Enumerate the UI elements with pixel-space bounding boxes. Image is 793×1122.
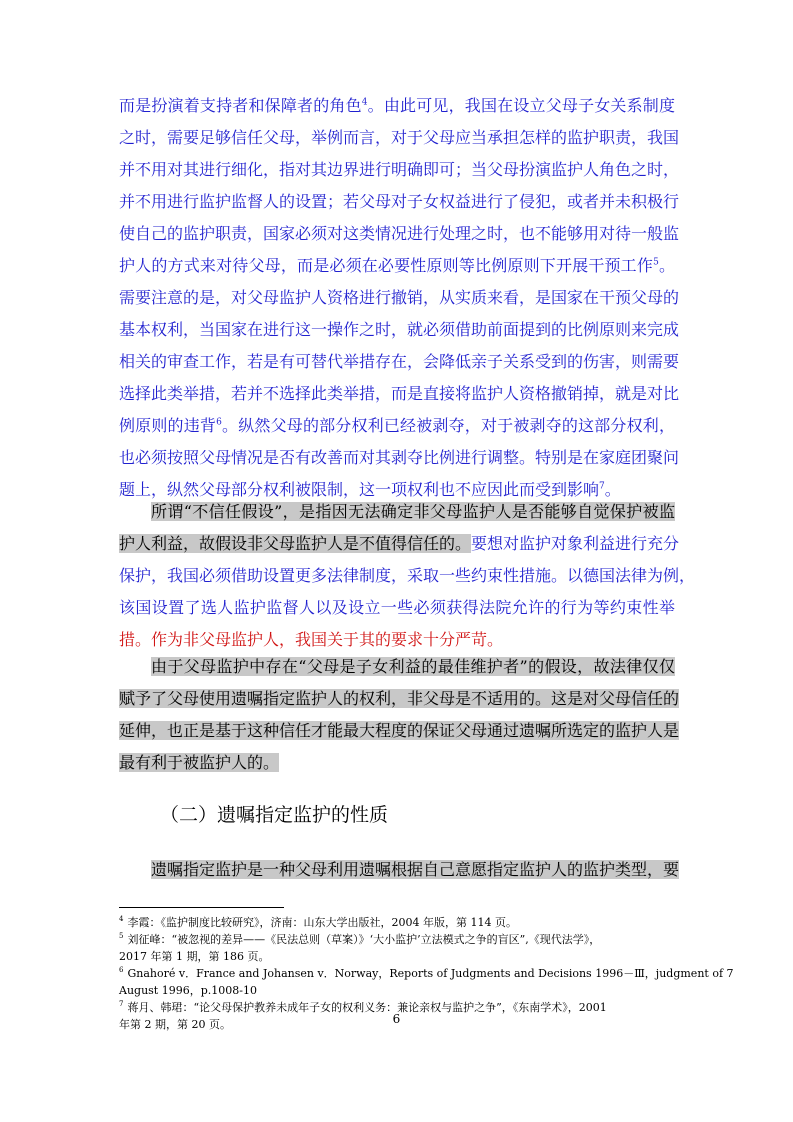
paragraph-1-line: 之时，需要足够信任父母，举例而言，对于父母应当承担怎样的监护职责，我国 (119, 128, 680, 147)
section-heading: （二）遗嘱指定监护的性质 (160, 804, 389, 826)
footnote-ref-6: 6 (216, 417, 222, 428)
paragraph-1-line: 而是扮演着支持者和保障者的角色$^4$。由此可见，我国在设立父母子女关系制度 (119, 96, 675, 115)
paragraph-2-line: 措。作为非父母监护人，我国关于其的要求十分严苛。 (119, 630, 504, 649)
footnote-ref-4: 4 (361, 97, 368, 108)
paragraph-1-line: 也必须按照父母情况是否有改善而对其剥夺比例进行调整。特别是在家庭团聚问 (119, 448, 680, 467)
paragraph-2-line: 保护，我国必须借助设置更多法律制度，采取一些约束性措施。以德国法律为例， (119, 566, 696, 585)
paragraph-1 (119, 90, 680, 506)
paragraph-1-line: 选择此类举措，若并不选择此类举措，而是直接将监护人资格撤销掉，就是对比 (119, 384, 680, 403)
footnote-7: $^7$ 蒋月、韩珺：“论父母保护教养未成年子女的权利义务：兼论亲权与监护之争”，《东南学术》，2001 (119, 1000, 607, 1014)
paragraph-1-line: 护人的方式来对待父母，而是必须在必要性原则等比例原则下开展干预工作$^5$。 (119, 256, 675, 275)
paragraph-2-line: 该国设置了选人监护监督人以及设立一些必须获得法院允许的行为等约束性举 (119, 598, 675, 617)
footnote-6-continued: August 1996，p.1008-10 (119, 984, 257, 997)
paragraph-1-line: 并不用对其进行细化，指对其边界进行明确即可；当父母扮演监护人角色之时， (119, 160, 680, 179)
paragraph-1-line: 相关的审查工作，若是有可替代举措存在，会降低亲子关系受到的伤害，则需要 (119, 352, 680, 371)
paragraph-2-line: 所谓“不信任假设”，是指因无法确定非父母监护人是否能够自觉保护被监 (151, 502, 675, 521)
footnote-ref-5: 5 (653, 257, 659, 268)
paragraph-1-line: 题上，纵然父母部分权利被限制，这一项权利也不应因此而受到影响$^7$。 (119, 480, 621, 499)
paragraph-1-line: 基本权利，当国家在进行这一操作之时，就必须借助前面提到的比例原则来完成 (119, 320, 680, 339)
footnote-5: $^5$ 刘征峰：“被忽视的差异——《民法总则（草案）》‘大小监护’立法模式之争的盲区”,《现代法学》， (119, 932, 601, 946)
page-number: 6 (392, 1012, 401, 1026)
footnote-4: $^4$ 李霞：《监护制度比较研究》，济南：山东大学出版社，2004 年版，第 114 页。 (119, 915, 517, 929)
paragraph-2 (119, 496, 696, 656)
paragraph-1-line: 需要注意的是，对父母监护人资格进行撤销，从实质来看，是国家在干预父母的 (119, 288, 680, 307)
paragraph-3-line: 延伸，也正是基于这种信任才能最大程度的保证父母通过遗嘱所选定的监护人是 (119, 721, 680, 740)
footnote-ref-7: 7 (599, 481, 605, 492)
paragraph-2-line: 护人利益，故假设非父母监护人是不值得信任的。要想对监护对象利益进行充分 (119, 534, 680, 553)
footnote-7-continued: 年第 2 期，第 20 页。 (119, 1018, 231, 1031)
paragraph-1-line: 例原则的违背$^6$。纵然父母的部分权利已经被剥夺，对于被剥夺的这部分权利， (119, 416, 675, 435)
paragraph-1-line: 并不用进行监护监督人的设置；若父母对子女权益进行了侵犯，或者并未积极行 (119, 192, 680, 211)
paragraph-3-line: 由于父母监护中存在“父母是子女利益的最佳维护者”的假设，故法律仅仅 (151, 657, 675, 676)
paragraph-3-line: 赋予了父母使用遗嘱指定监护人的权利，非父母是不适用的。这是对父母信任的 (119, 689, 680, 708)
paragraph-4-line: 遗嘱指定监护是一种父母利用遗嘱根据自己意愿指定监护人的监护类型，要 (151, 860, 680, 879)
footnote-separator (119, 907, 284, 908)
paragraph-3-line: 最有利于被监护人的。 (119, 753, 280, 772)
paragraph-4 (119, 854, 680, 886)
footnote-6: $^6$ Gnahoré v．France and Johansen v．Norway，Reports of Judgments and Decisions 1996－Ⅲ，judgment of 7 (119, 966, 734, 980)
paragraph-3 (119, 651, 680, 779)
footnote-5-continued: 2017 年第 1 期，第 186 页。 (119, 950, 270, 963)
paragraph-1-line: 使自己的监护职责，国家必须对这类情况进行处理之时，也不能够用对待一般监 (119, 224, 680, 243)
